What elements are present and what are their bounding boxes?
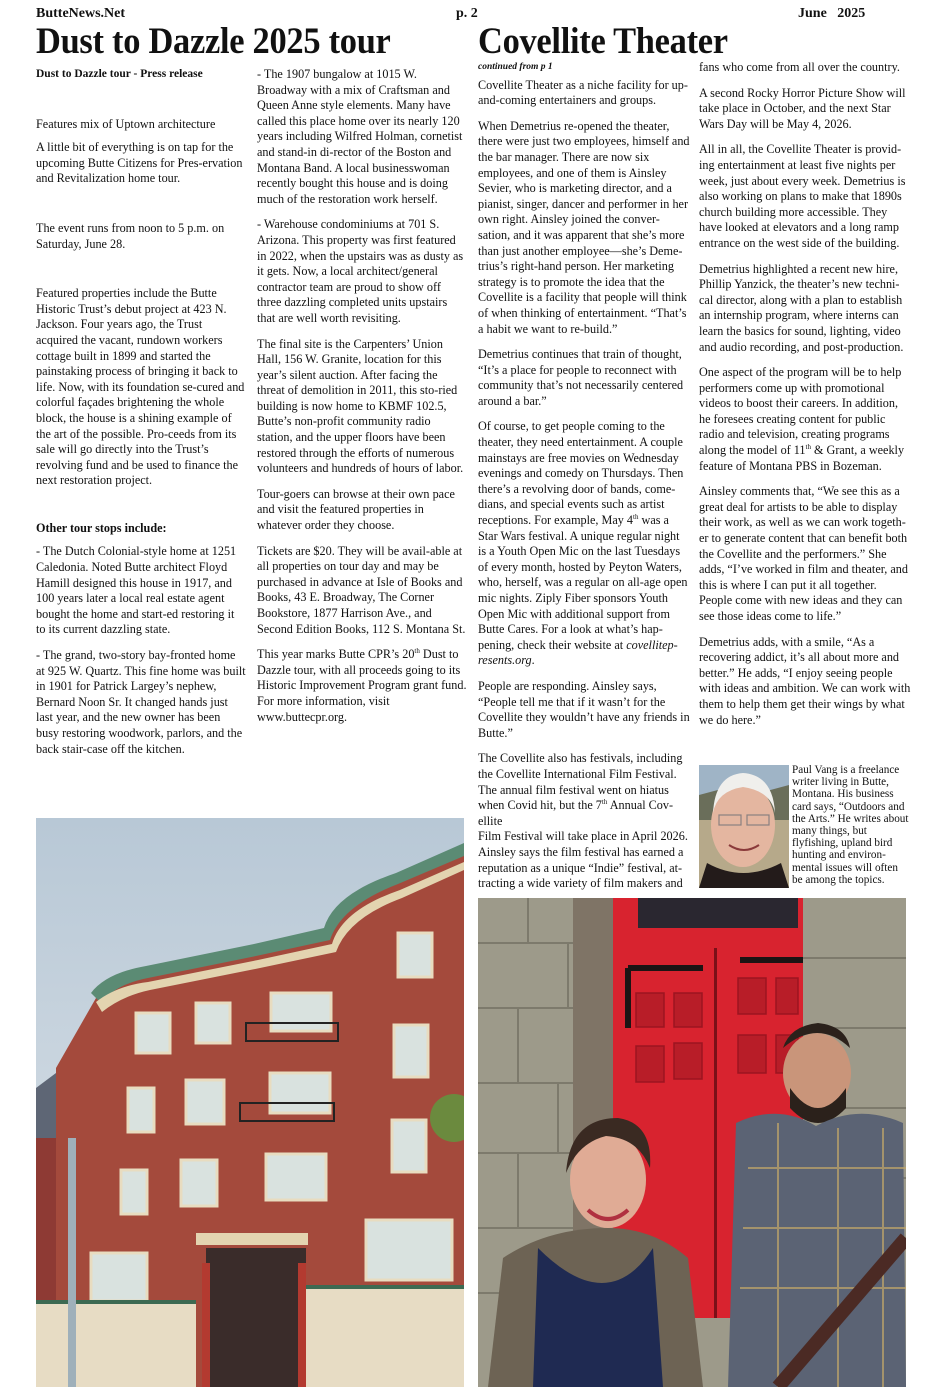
paragraph: When Demetrius re-opened the theater, there were just two employees, himself and the bar manager. There are now six employees, and one of them is Ainsley Sevier, who is marketing director, and a pianist, singer, dancer and performer in her own right. Ainsley joined the conver-sation, and it was apparent that she’s more than just another employee—she’s Deme-trius’s right-hand person. Her marketing strategy is to promote the idea that the Covellite is a facility that people will think of when thinking of entertainment. “That’s a habit we want to re-build.”: [478, 118, 690, 336]
paragraph: Featured properties include the Butte Historic Trust’s debut project at 423 N. Jackson. Four years ago, the Trust acquired the vacant, rundown workers cottage built in 1899 and started the painstaking process of bringing it back to life. Now, with its foundation se-cured and colorful façades brightening the whole block, the house is a shining example of the art of the possible. Pro-ceeds from its sale will go directly into the Trust’s revolving fund and be used to finance the next restoration project.: [36, 286, 245, 488]
tour-stop: - Warehouse condominiums at 701 S. Arizona. This property was first featured in 2022, when the upstairs was as dusty as it gets. Now, a local architect/general contractor team are proud to show off three dazzling completed units upstairs that are well worth revisiting.: [257, 217, 464, 325]
issue-date: [798, 6, 865, 22]
article-column-2: [257, 67, 467, 735]
continued-note: continued from p 1: [478, 62, 553, 72]
author-bio: Paul Vang is a freelance writer living in Butte, Montana. His business card says, “Outdoors and the Arts.” He writes about many things, but flyfishing, upland bird hunting and environ-mental issues will often be among the topics.: [792, 764, 909, 886]
paragraph: Covellite Theater as a niche facility for up-and-coming entertainers and groups.: [478, 77, 688, 108]
paragraph: fans who come from all over the country.: [699, 60, 900, 74]
headline-dust-to-dazzle: Dust to Dazzle 2025 tour: [36, 21, 391, 62]
theater-photo-illustration: [478, 898, 906, 1387]
author-headshot-illustration: [699, 765, 789, 888]
paragraph: A little bit of everything is on tap for the upcoming Butte Citizens for Pres-ervation and Revitalization home tour.: [36, 140, 243, 186]
article-column-4: [699, 60, 911, 738]
paragraph: All in all, the Covellite Theater is provid-ing entertainment at least five nights per week, just about every week. Demetrius is also working on plans to make that 1890s church building more accessible. They have looked at elevators and a long ramp entrance on the west side of the building.: [699, 142, 906, 250]
article-column-1: [36, 67, 246, 767]
paragraph: Of course, to get people coming to the theater, they need entertainment. A couple mainstays are free movies on Wednesday evenings and comedy on Thursdays. Then there’s a revolving door of bands, come-dians, and special events such as artist receptions. For example, May 4th was a Star Wars festival. A unique regular night is a Youth Open Mic on the last Tuesdays of every month, hosted by Peyton Waters, who, herself, was a regular on all-age open mic nights. Ziply Fiber sponsors Youth Open Mic with additional support from Butte Cares. For a look at what’s hap-pening, check their website at covellitep-resents.org.: [478, 419, 688, 668]
paragraph: Demetrius highlighted a recent new hire, Phillip Yanzick, the theater’s new techni-cal director, along with a plan to establish an internship program, where interns can learn the basics for sound, lighting, video and audio recording, and post-production.: [699, 261, 904, 354]
kicker: Dust to Dazzle tour - Press release: [36, 68, 203, 80]
theater-photo: [478, 898, 906, 1387]
author-photo: [699, 765, 789, 888]
paragraph: Tickets are $20. They will be avail-able at all properties on tour day and may be purchased in advance at Isle of Books and Books, 43 E. Broadway, The Corner Bookstore, 1877 Harrison Ave., and Second Edition Books, 112 S. Montana St.: [257, 543, 466, 636]
tour-stop: - The Dutch Colonial-style home at 1251 Caledonia. Noted Butte architect Floyd Hamill designed this house in 1917, and 100 years later a local real estate agent bought the home and start-ed restoring it to its current dazzling state.: [36, 544, 237, 637]
subhead: Features mix of Uptown architecture: [36, 116, 216, 131]
paragraph: Ainsley comments that, “We see this as a great deal for artists to be able to display their work, as well as we can work togeth-er to generate content that can benefit both the Covellite and the performers.” She adds, “I’ve worked in film and theater, and this is where I can put it all together. People come with new ideas and they can see those ideas come to life.”: [699, 484, 908, 623]
paragraph: People are responding. Ainsley says, “People tell me that if it wasn’t for the Covellite they wouldn’t have any friends in Butte.”: [478, 678, 690, 740]
issue-year: 2025: [837, 6, 866, 21]
paragraph: Demetrius continues that train of thought, “It’s a place for people to reconnect with community that’s not necessarily centered around a bar.”: [478, 347, 684, 408]
page-number: p. 2: [456, 6, 478, 21]
paragraph: The Covellite also has festivals, including the Covellite International Film Festival. The annual film festival went on hiatus when Covid hit, but the 7th Annual Cov-ellite Film Festival will take place in April 2026. Ainsley says the film festival has earned a reputation as a unique “Indie” festival, at-tracting a wide variety of film makers and: [478, 751, 688, 891]
closing-paragraph: This year marks Butte CPR’s 20th Dust to Dazzle tour, with all proceeds going to its Historic Improvement Program grant fund. For more information, visit www.buttecpr.org.: [257, 647, 467, 724]
article-column-3: [478, 60, 690, 902]
paragraph: The final site is the Carpenters’ Union Hall, 156 W. Granite, location for this year’s silent auction. After facing the threat of demolition in 2011, this sto-ried building is now home to KBMF 102.5, Butte’s non-profit community radio station, and the upper floors have been restored through the efforts of numerous volunteers and hundreds of hours of labor.: [257, 336, 464, 476]
building-photo-illustration: [36, 818, 464, 1387]
paragraph: Tour-goers can browse at their own pace and visit the featured properties in whatever order they choose.: [257, 486, 455, 533]
building-photo: [36, 818, 464, 1387]
headline-covellite: Covellite Theater: [478, 21, 728, 62]
paragraph: Demetrius adds, with a smile, “As a recovering addict, it’s all about more and better.” He adds, “I enjoy seeing people with ideas and ambition. We can work with them to help them get their wings by what we do here.”: [699, 634, 911, 727]
paragraph: The event runs from noon to 5 p.m. on Saturday, June 28.: [36, 220, 225, 251]
tour-stop: - The grand, two-story bay-fronted home at 925 W. Quartz. This fine home was built in 1901 for Patrick Largey’s nephew, Bernard Noon Sr. It changed hands just last year, and the new owner has been busy restoring woodwork, parlors, and the back stair-case off the kitchen.: [36, 648, 246, 756]
tour-stop: - The 1907 bungalow at 1015 W. Broadway with a mix of Craftsman and Queen Anne style elements. Many have called this place home over its nearly 120 years including Wilfred Holman, cornetist and stand-in di-rector of the Boston and Montana Band. A local businesswoman recently bought this house and is doing much of the restoration work herself.: [257, 67, 463, 206]
issue-month: June: [798, 6, 827, 21]
paragraph: One aspect of the program will be to help performers come up with promotional videos to boost their careers. In addition, he foresees creating content for public radio and television, creating programs along the model of 11th & Grant, a weekly feature of Montana PBS in Bozeman.: [699, 365, 905, 473]
site-name: ButteNews.Net: [36, 6, 126, 21]
website-link[interactable]: covellitep-resents.org: [478, 637, 678, 668]
list-heading: Other tour stops include:: [36, 520, 167, 535]
paragraph: A second Rocky Horror Picture Show will take place in October, and the next Star Wars Day will be May 4, 2026.: [699, 85, 906, 131]
